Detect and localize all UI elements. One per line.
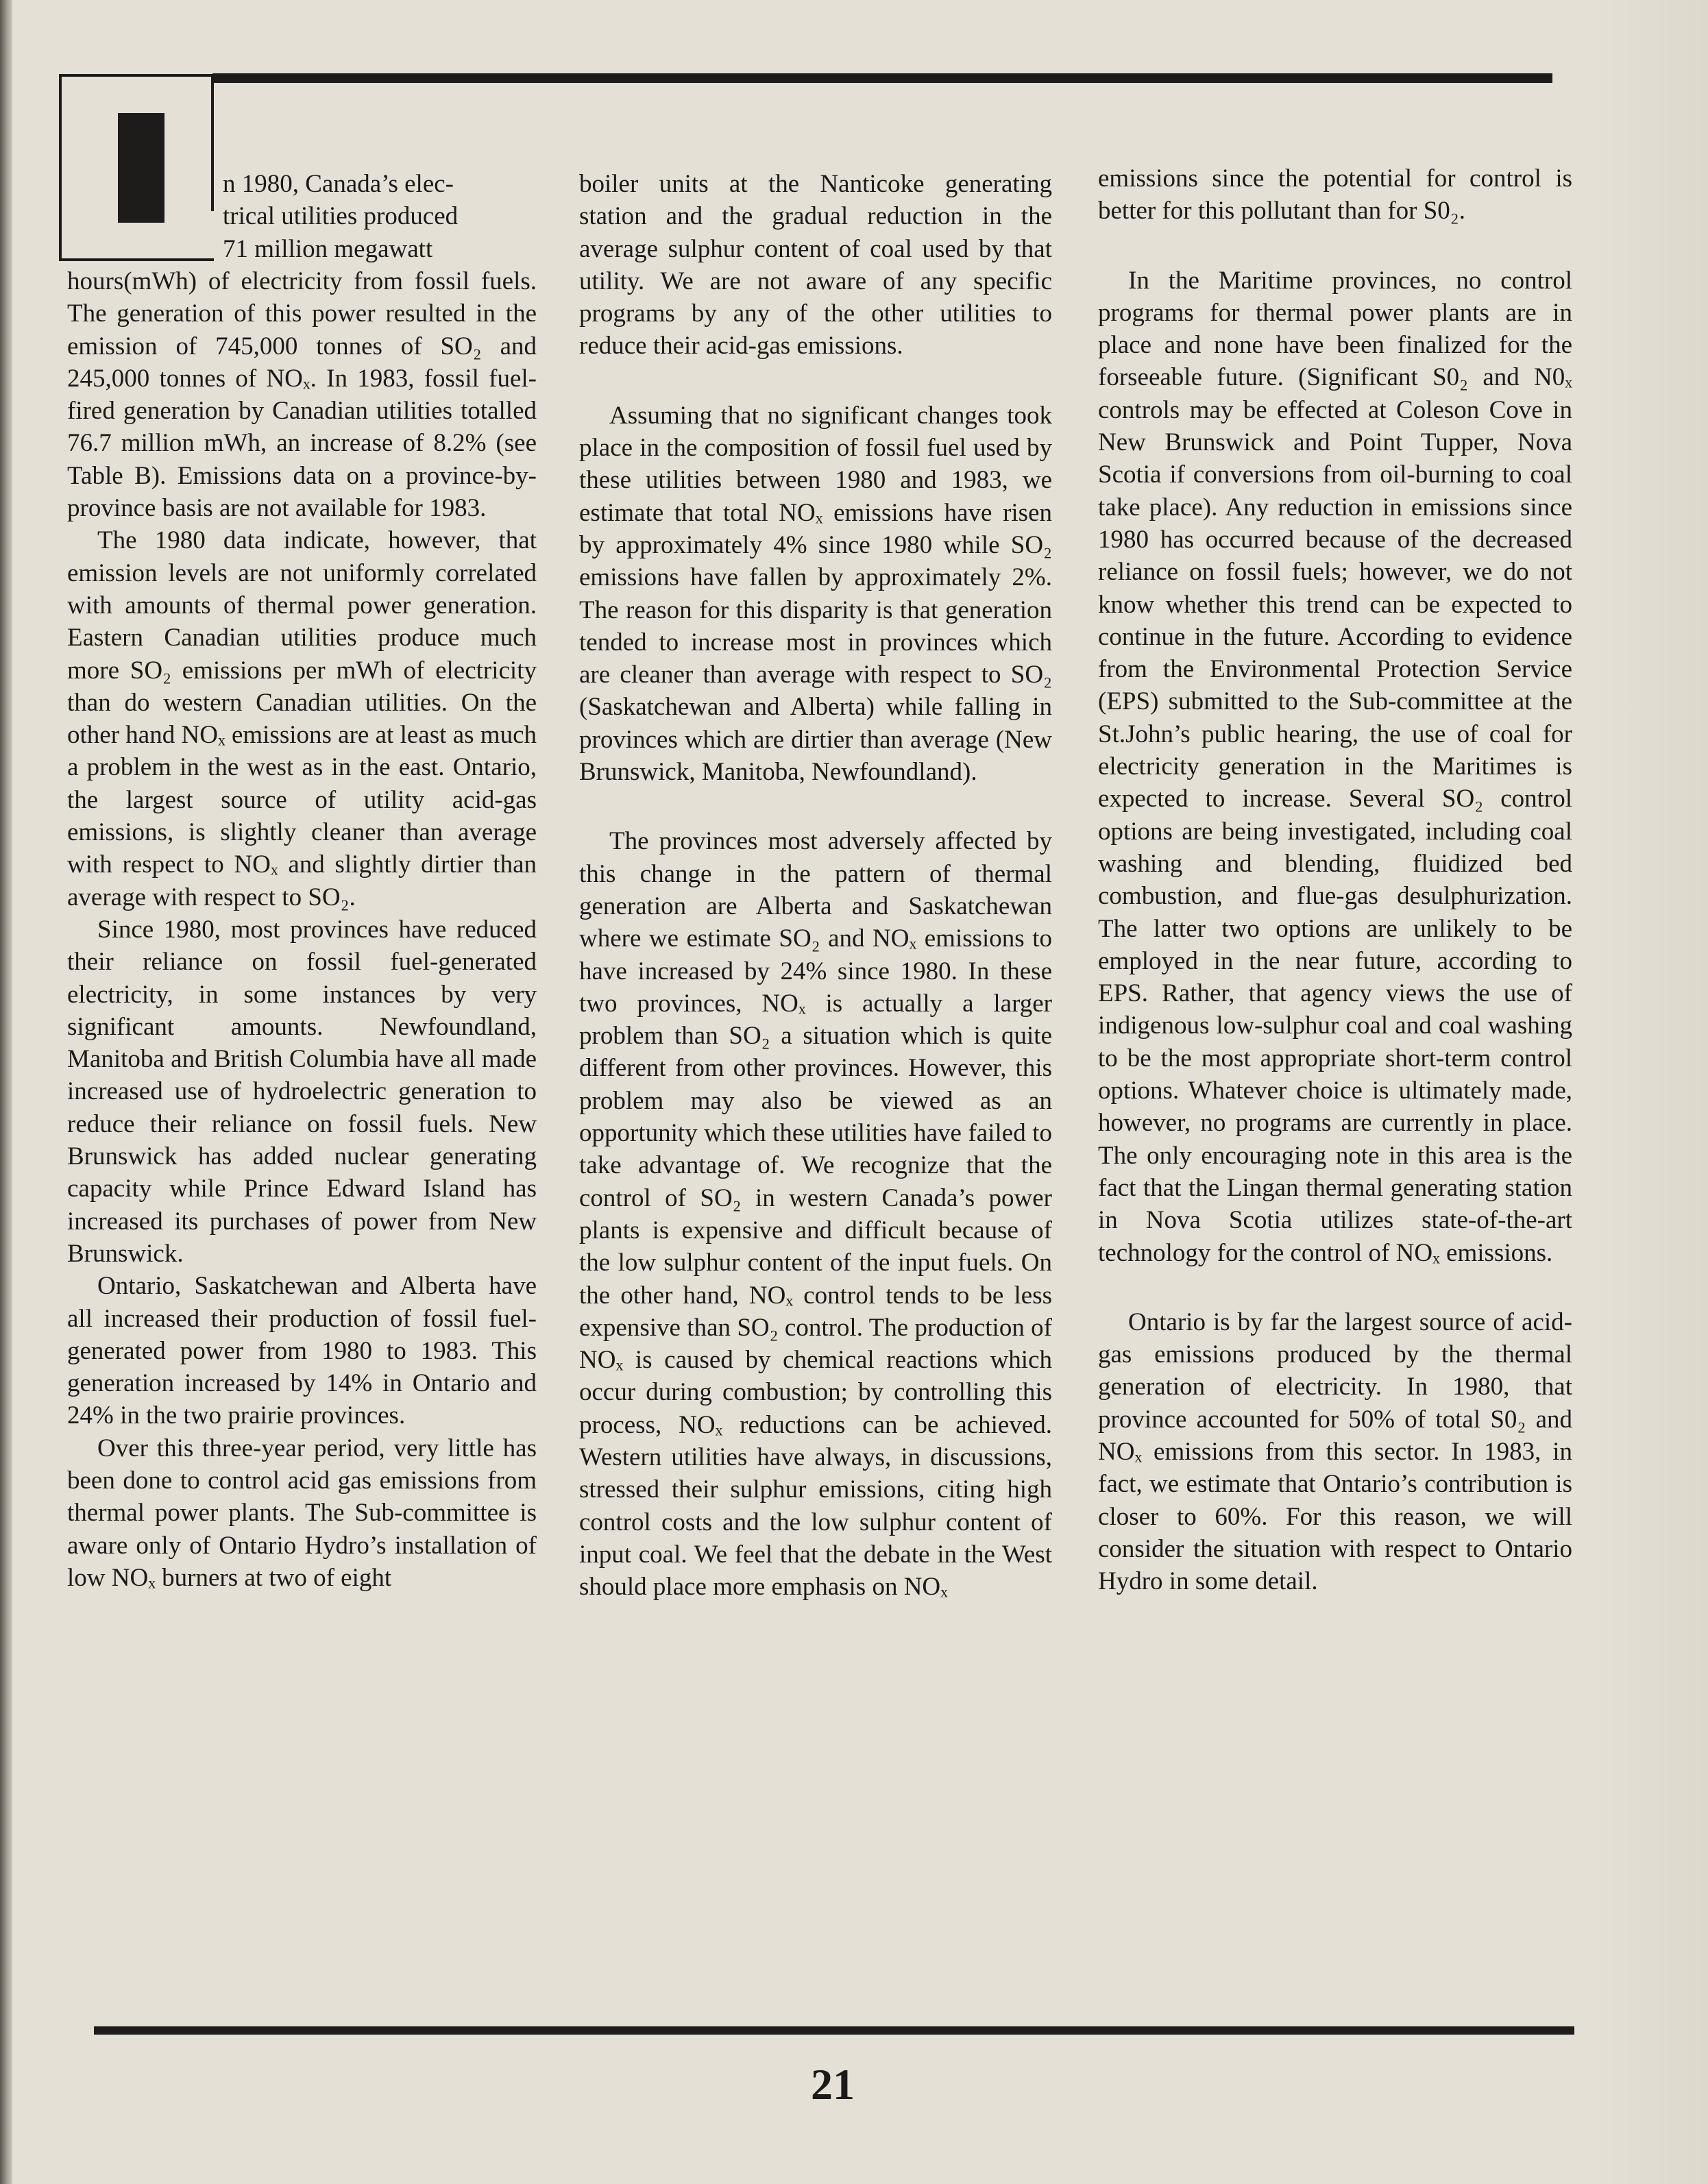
paragraph: hours(mWh) of electricity from fossil fuels. The generation of this power resulted in the emission of 745,000 tonnes of SO₂ and 245,000 tonnes of NOₓ. In 1983, fossil fuel-fired generation by Canadian utilities totalled 76.7 million mWh, an increase of 8.2% (see Table B). Emissions data on a province-by-province basis are not available for 1983. xyxy=(67,267,537,523)
paragraph: In the Maritime provinces, no control programs for thermal power plants are in place and none have been finalized for the forseeable future. (Significant S0₂ and N0ₓ controls may be effected at Coleson Cove in New Brunswick and Point Tupper, Nova Scotia if conversions from oil-burning to coal take place). Any reduction in emissions since 1980 has occurred because of the decreased reliance on fossil fuels; however, we do not know whether this trend can be expected to continue in the future. According to evidence from the Environmental Protection Service (EPS) submitted to the Sub-committee at the St.John’s public hearing, the use of coal for electricity generation in the Maritimes is expected to increase. Several SO₂ control options are being investigated, including coal washing and blending, fluidized bed combustion, and flue-gas desulphurization. The latter two options are unlikely to be employed in the near future, according to EPS. Rather, that agency views the use of indigenous low-sulphur coal and coal washing to be the most appropriate short-term control options. Whatever choice is ultimately made, however, no programs are currently in place. The only encouraging note in this area is the fact that the Lingan thermal generating station in Nova Scotia utilizes state-of-the-art technology for the control of NOₓ emissions. xyxy=(1098,266,1572,1267)
paragraph: Ontario is by far the largest source of acid-gas emissions produced by the thermal generation of electricity. In 1980, that province accounted for 50% of total S0₂ and NOₓ emissions from this sector. In 1983, in fact, we estimate that Ontario’s contribution is closer to 60%. For this reason, we will consider the situation with respect to Ontario Hydro in some detail. xyxy=(1098,1308,1572,1596)
page-number: 21 xyxy=(811,2060,855,2109)
paragraph: emissions since the potential for control is better for this pollutant than for S0₂. xyxy=(1098,164,1572,225)
paragraph: Assuming that no significant changes took place in the composition of fossil fuel used by these utilities between 1980 and 1983, we estimate that total NOₓ emissions have risen by approximately 4% since 1980 while SO₂ emissions have fallen by approximately 2%. The reason for this disparity is that generation tended to increase most in provinces which are cleaner than average with respect to SO₂ (Saskatchewan and Alberta) while falling in provinces which are dirtier than average (New Brunswick, Manitoba, Newfoundland). xyxy=(579,401,1052,787)
paragraph: Over this three-year period, very little has been done to control acid gas emissions from thermal power plants. The Sub-committee is aware only of Ontario Hydro’s installation of low NOₓ burners at two of eight xyxy=(67,1434,537,1592)
column-2 xyxy=(579,168,1052,1603)
paragraph: boiler units at the Nanticoke generating station and the gradual reduction in the average sulphur content of coal used by that utility. We are not aware of any specific programs by any of the other utilities to reduce their acid-gas emissions. xyxy=(579,170,1052,360)
paragraph: The provinces most adversely affected by this change in the pattern of thermal generation are Alberta and Saskatchewan where we estimate SO₂ and NOₓ emissions to have increased by 24% since 1980. In these two provinces, NOₓ is actually a larger problem than SO₂ a situation which is quite different from other provinces. However, this problem may also be viewed as an opportunity which these utilities have failed to take advantage of. We recognize that the control of SO₂ in western Canada’s power plants is expensive and difficult because of the low sulphur content of the input fuels. On the other hand, NOₓ control tends to be less expensive than SO₂ control. The production of NOₓ is caused by chemical reactions which occur during combustion; by controlling this process, NOₓ reductions can be achieved. Western utilities have always, in discussions, stressed their sulphur emissions, citing high control costs and the low sulphur content of input coal. We feel that the debate in the West should place more emphasis on NOₓ xyxy=(579,827,1052,1602)
bottom-rule xyxy=(94,2026,1574,2035)
lead-line: trical utilities produced xyxy=(223,202,459,231)
page-edge xyxy=(1591,0,1708,2184)
lead-lines xyxy=(223,168,528,265)
paragraph: Since 1980, most provinces have reduced their reliance on fossil fuel-generated electricity, in some instances by very significant amounts. Newfoundland, Manitoba and British Columbia have all made increased use of hydroelectric generation to reduce their reliance on fossil fuels. New Brunswick has added nuclear generating capacity while Prince Edward Island has increased its purchases of power from New Brunswick. xyxy=(67,915,537,1268)
paragraph: Ontario, Saskatchewan and Alberta have all increased their production of fossil fuel-generated power from 1980 to 1983. This generation increased by 14% in Ontario and 24% in the two prairie provinces. xyxy=(67,1272,537,1430)
dropcap-frame-right xyxy=(211,74,214,211)
top-rule xyxy=(212,73,1552,83)
column-1 xyxy=(67,265,537,1594)
drop-cap-letter xyxy=(118,113,164,223)
column-3 xyxy=(1098,162,1572,1597)
lead-line: 71 million megawatt xyxy=(223,234,433,263)
binding-shadow xyxy=(0,0,12,2184)
dropcap-frame-top xyxy=(59,74,214,77)
lead-line: n 1980, Canada’s elec- xyxy=(223,170,454,198)
paragraph: The 1980 data indicate, however, that emission levels are not uniformly correlated with amounts of thermal power generation. Eastern Canadian utilities produce much more SO₂ emissions per mWh of electricity than do western Canadian utilities. On the other hand NOₓ emissions are at least as much a problem in the west as in the east. Ontario, the largest source of utility acid-gas emissions, is slightly cleaner than average with respect to NOₓ and slightly dirtier than average with respect to SO₂. xyxy=(67,526,537,911)
